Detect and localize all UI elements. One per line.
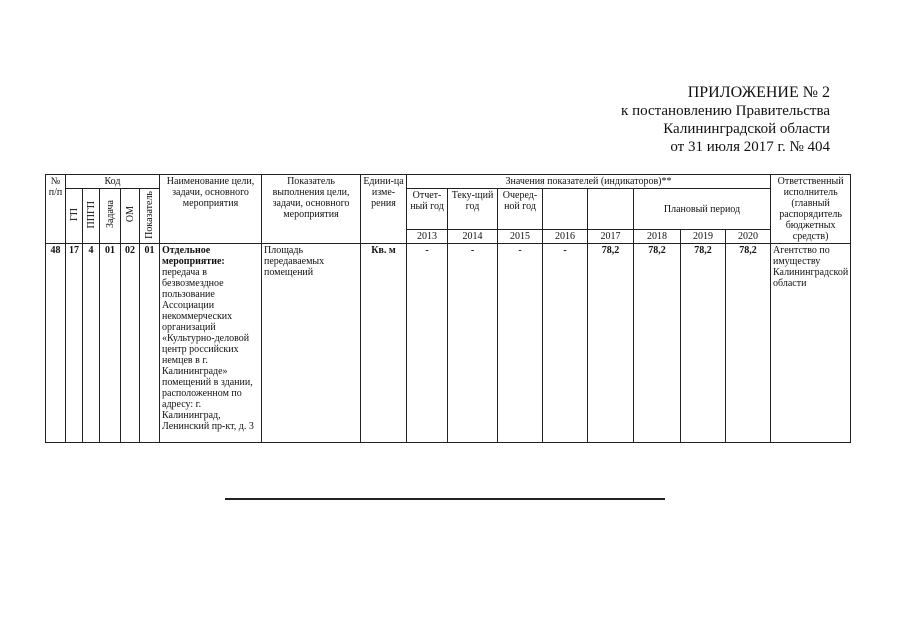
- header-responsible: Ответственный исполнитель (главный распорядитель бюджетных средств): [771, 175, 851, 244]
- document-header: [621, 84, 830, 156]
- row-value-2015: -: [498, 244, 543, 443]
- year-2018: 2018: [634, 230, 681, 244]
- code-col-ppgp: ППГП: [85, 200, 97, 229]
- resolution-line: к постановлению Правительства: [621, 103, 830, 119]
- header-blank-2016: [543, 189, 588, 230]
- year-2017: 2017: [588, 230, 634, 244]
- row-value-2018: 78,2: [634, 244, 681, 443]
- header-num: № п/п: [46, 175, 66, 244]
- header-name: Наименование цели, задачи, основного мероприятия: [160, 175, 262, 244]
- header-code: Код: [66, 175, 160, 189]
- year-2013: 2013: [407, 230, 448, 244]
- row-unit: Кв. м: [361, 244, 407, 443]
- header-values: Значения показателей (индикаторов)**: [407, 175, 771, 189]
- code-col-indicator: Показатель: [144, 190, 155, 239]
- year-2019: 2019: [681, 230, 726, 244]
- row-num: 48: [46, 244, 66, 443]
- row-responsible: Агентство по имуществу Калининградской области: [771, 244, 851, 443]
- row-code-task: 01: [100, 244, 121, 443]
- code-col-om: ОМ: [124, 206, 136, 223]
- header-blank-2017: [588, 189, 634, 230]
- date-line: от 31 июля 2017 г. № 404: [670, 139, 830, 155]
- appendix-title: ПРИЛОЖЕНИЕ № 2: [687, 84, 830, 101]
- row-value-2020: 78,2: [726, 244, 771, 443]
- row-code-indicator: 01: [140, 244, 160, 443]
- row-code-ppgp: 4: [83, 244, 100, 443]
- table-row: [46, 244, 851, 443]
- header-indicator: Показатель выполнения цели, задачи, основного мероприятия: [262, 175, 361, 244]
- year-2020: 2020: [726, 230, 771, 244]
- row-name-heading: Отдельное мероприятие:: [162, 245, 225, 267]
- code-col-gp: ГП: [68, 207, 80, 221]
- region-line: Калининградской области: [663, 121, 830, 137]
- year-2016: 2016: [543, 230, 588, 244]
- row-value-2016: -: [543, 244, 588, 443]
- year-2014: 2014: [448, 230, 498, 244]
- header-reported-year: Отчет-ный год: [407, 189, 448, 230]
- row-indicator: Площадь передаваемых помещений: [262, 244, 361, 443]
- year-2015: 2015: [498, 230, 543, 244]
- row-code-om: 02: [121, 244, 140, 443]
- row-value-2014: -: [448, 244, 498, 443]
- horizontal-rule: [225, 498, 665, 500]
- header-unit: Едини-ца изме-рения: [361, 175, 407, 244]
- row-value-2019: 78,2: [681, 244, 726, 443]
- row-value-2017: 78,2: [588, 244, 634, 443]
- row-name-cell: [160, 244, 262, 443]
- indicators-table: [45, 174, 851, 443]
- header-next-year: Очеред-ной год: [498, 189, 543, 230]
- row-value-2013: -: [407, 244, 448, 443]
- row-code-gp: 17: [66, 244, 83, 443]
- code-col-task: Задача: [104, 200, 116, 229]
- row-name-text: передача в безвозмездное пользование Ассоциации некоммерческих организаций «Культурно-деловой центр российских немцев в г. Калининграде» помещений в здании, расположенном по адресу: г. Калининград, Ленинский пр-кт, д. 3: [162, 267, 254, 432]
- header-plan-period: Плановый период: [634, 189, 771, 230]
- header-current-year: Теку-щий год: [448, 189, 498, 230]
